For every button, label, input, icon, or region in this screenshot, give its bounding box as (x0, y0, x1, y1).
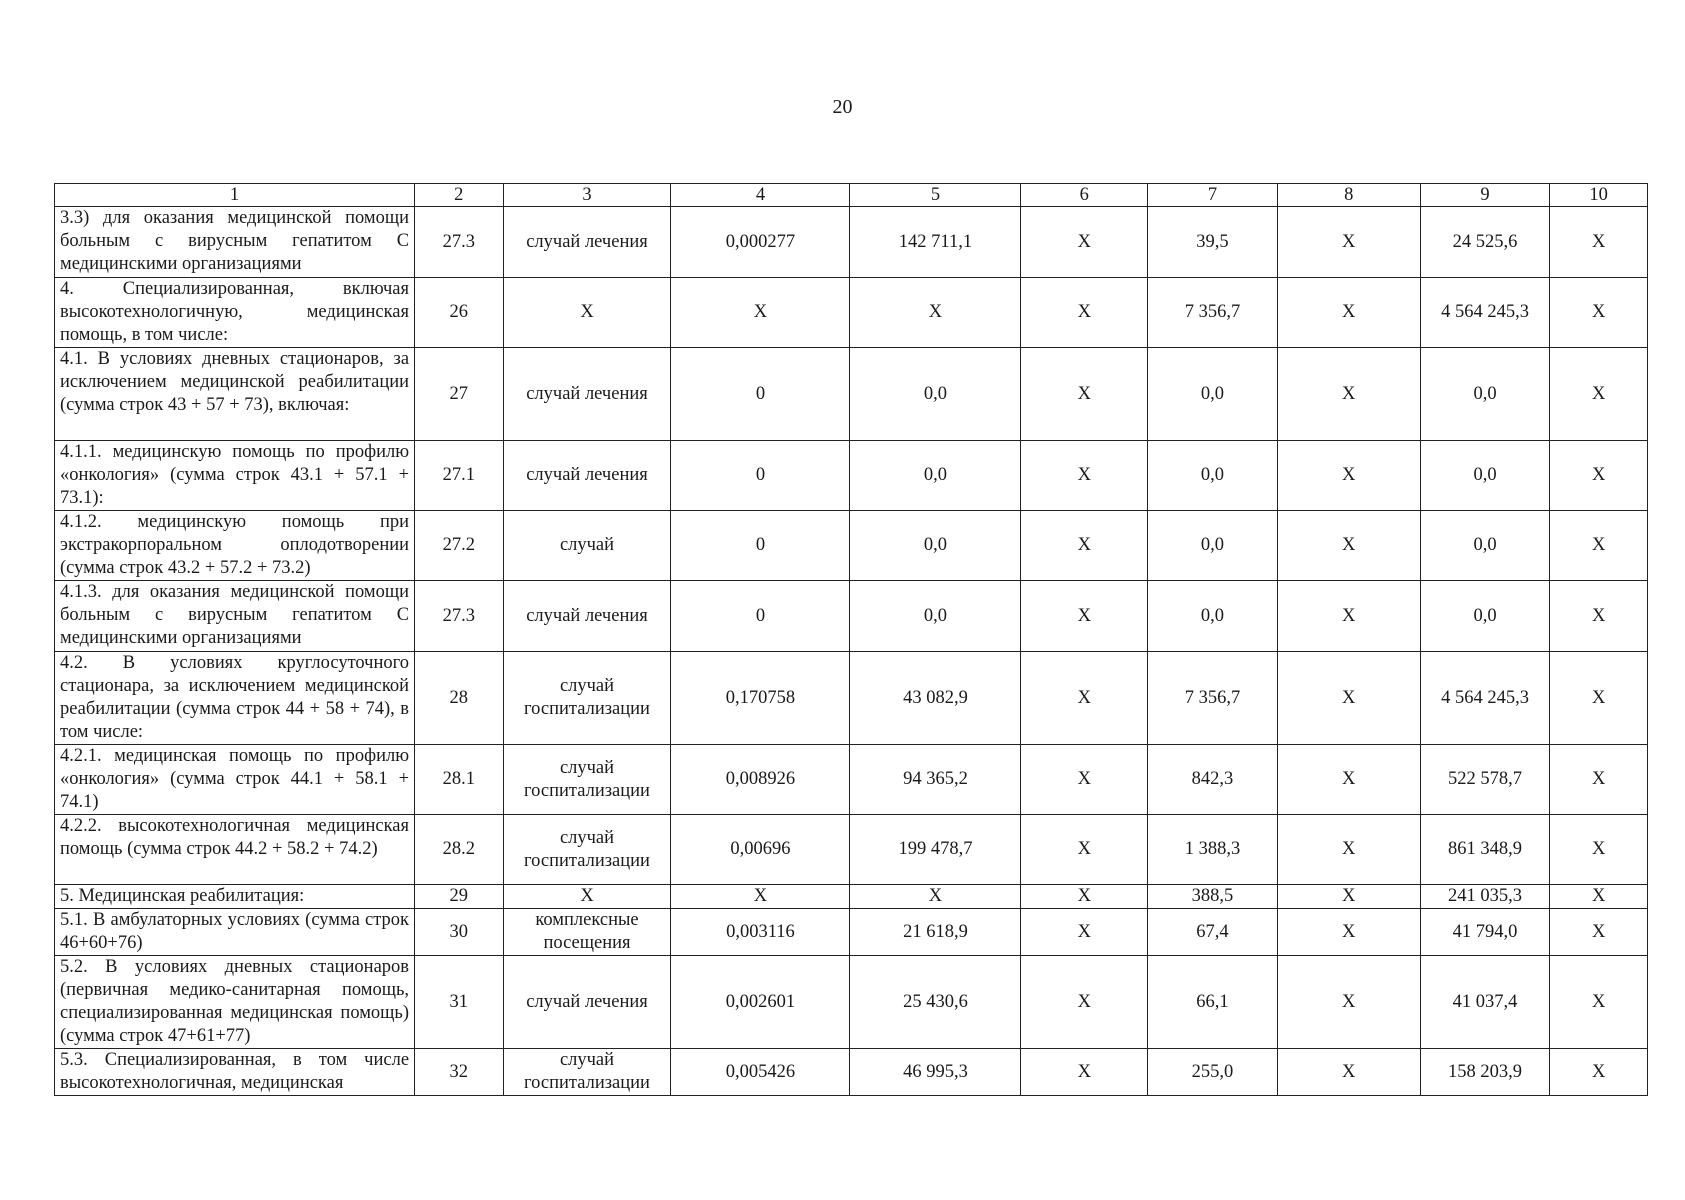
table-row (55, 885, 1648, 909)
table-cell: X (503, 278, 671, 348)
table-cell: 43 082,9 (850, 652, 1021, 745)
table-cell: случай госпитализации (503, 652, 671, 745)
row-indicator-name: 4.2.2. высокотехнологичная медицинская помощь (сумма строк 44.2 + 58.2 + 74.2) (55, 815, 415, 885)
table-row (55, 815, 1648, 885)
table-cell: X (1550, 956, 1648, 1049)
table-cell: 0,0 (1148, 581, 1278, 652)
row-indicator-name: 4.1.2. медицинскую помощь при экстракорпоральном оплодотворении (сумма строк 43.2 + 57.2 + 73.2) (55, 511, 415, 581)
table-cell: 0,0 (1420, 511, 1550, 581)
table-cell: 7 356,7 (1148, 652, 1278, 745)
table-cell: X (1277, 511, 1420, 581)
table-cell: 27.2 (415, 511, 504, 581)
table-cell: 24 525,6 (1420, 207, 1550, 278)
table-cell: X (1550, 207, 1648, 278)
table-cell: 26 (415, 278, 504, 348)
header-cell: 10 (1550, 184, 1648, 207)
table-cell: X (1550, 441, 1648, 511)
table-cell: X (1021, 278, 1148, 348)
column-number-row (55, 184, 1648, 207)
table-cell: X (1277, 909, 1420, 956)
table-row (55, 909, 1648, 956)
row-indicator-name: 4. Специализированная, включая высокотехнологичную, медицинская помощь, в том числе: (55, 278, 415, 348)
table-cell: 4 564 245,3 (1420, 278, 1550, 348)
table-row (55, 581, 1648, 652)
table-cell: X (1277, 885, 1420, 909)
row-indicator-name: 5.3. Специализированная, в том числе высокотехнологичная, медицинская (55, 1049, 415, 1096)
table-cell: X (1021, 441, 1148, 511)
table-cell: 0 (671, 581, 850, 652)
table-cell: X (1550, 581, 1648, 652)
table-cell: 0,0 (850, 581, 1021, 652)
table-cell: 27.1 (415, 441, 504, 511)
table-cell: случай госпитализации (503, 745, 671, 815)
table-cell: 25 430,6 (850, 956, 1021, 1049)
table-cell: 0,0 (850, 348, 1021, 441)
table-row (55, 441, 1648, 511)
table-cell: X (1550, 745, 1648, 815)
table-cell: X (1277, 207, 1420, 278)
header-cell: 2 (415, 184, 504, 207)
table-cell: X (1277, 441, 1420, 511)
row-indicator-name: 4.2.1. медицинская помощь по профилю «онкология» (сумма строк 44.1 + 58.1 + 74.1) (55, 745, 415, 815)
table-row (55, 745, 1648, 815)
table-cell: 28.1 (415, 745, 504, 815)
table-cell: 0,0 (1420, 441, 1550, 511)
row-indicator-name: 5.2. В условиях дневных стационаров (первичная медико-санитарная помощь, специализированная медицинская помощь) (сумма строк 47+61+77) (55, 956, 415, 1049)
table-cell: X (1550, 652, 1648, 745)
table-cell: случай лечения (503, 207, 671, 278)
table-cell: X (1550, 1049, 1648, 1096)
table-cell: 29 (415, 885, 504, 909)
table-cell: X (1550, 815, 1648, 885)
table-cell: 0 (671, 348, 850, 441)
table-cell: 31 (415, 956, 504, 1049)
table-cell: X (503, 885, 671, 909)
table-cell: X (1550, 885, 1648, 909)
table-cell: 28 (415, 652, 504, 745)
table-cell: 0,0 (850, 511, 1021, 581)
table-cell: 0,0 (1148, 511, 1278, 581)
header-cell: 9 (1420, 184, 1550, 207)
table-cell: X (671, 885, 850, 909)
table-row (55, 1049, 1648, 1096)
table-cell: 0,0 (1148, 441, 1278, 511)
table-cell: 32 (415, 1049, 504, 1096)
table-cell: 21 618,9 (850, 909, 1021, 956)
header-cell: 5 (850, 184, 1021, 207)
table-cell: случай лечения (503, 581, 671, 652)
header-cell: 3 (503, 184, 671, 207)
table-cell: случай (503, 511, 671, 581)
row-indicator-name: 3.3) для оказания медицинской помощи больным с вирусным гепатитом С медицинскими организациями (55, 207, 415, 278)
table-cell: 0,005426 (671, 1049, 850, 1096)
table-cell: 522 578,7 (1420, 745, 1550, 815)
table-cell: X (1021, 745, 1148, 815)
table-cell: 1 388,3 (1148, 815, 1278, 885)
header-cell: 8 (1277, 184, 1420, 207)
table-body (55, 184, 1648, 1096)
table-cell: 199 478,7 (850, 815, 1021, 885)
table-cell: X (1021, 885, 1148, 909)
table-cell: 7 356,7 (1148, 278, 1278, 348)
page-number: 20 (832, 96, 853, 118)
table-cell: X (1277, 745, 1420, 815)
table-cell: X (1277, 348, 1420, 441)
table-cell: 41 794,0 (1420, 909, 1550, 956)
data-table (54, 183, 1648, 1096)
table-cell: 94 365,2 (850, 745, 1021, 815)
table-cell: X (1277, 956, 1420, 1049)
table-cell: 388,5 (1148, 885, 1278, 909)
table-cell: X (1550, 909, 1648, 956)
table-cell: X (1277, 815, 1420, 885)
table-row (55, 956, 1648, 1049)
table-cell: 27.3 (415, 207, 504, 278)
table-cell: X (1277, 652, 1420, 745)
table-cell: X (1021, 1049, 1148, 1096)
table-cell: 158 203,9 (1420, 1049, 1550, 1096)
table-cell: 39,5 (1148, 207, 1278, 278)
table-cell: 0,170758 (671, 652, 850, 745)
table-cell: X (1277, 1049, 1420, 1096)
row-indicator-name: 4.1. В условиях дневных стационаров, за исключением медицинской реабилитации (сумма строк 43 + 57 + 73), включая: (55, 348, 415, 441)
row-indicator-name: 4.2. В условиях круглосуточного стационара, за исключением медицинской реабилитации (сумма строк 44 + 58 + 74), в том числе: (55, 652, 415, 745)
table-cell: комплексные посещения (503, 909, 671, 956)
table-cell: 0,0 (850, 441, 1021, 511)
table-cell: X (1021, 815, 1148, 885)
table-cell: X (1550, 278, 1648, 348)
table-cell: 27.3 (415, 581, 504, 652)
table-cell: 0,002601 (671, 956, 850, 1049)
table-cell: 142 711,1 (850, 207, 1021, 278)
table-cell: 0,00696 (671, 815, 850, 885)
table-cell: 241 035,3 (1420, 885, 1550, 909)
table-cell: X (850, 885, 1021, 909)
table-cell: X (1021, 956, 1148, 1049)
table-cell: X (671, 278, 850, 348)
table-cell: X (1021, 652, 1148, 745)
table-cell: X (1277, 581, 1420, 652)
table-cell: 861 348,9 (1420, 815, 1550, 885)
table-cell: 27 (415, 348, 504, 441)
table-row (55, 207, 1648, 278)
table-cell: случай лечения (503, 956, 671, 1049)
row-indicator-name: 4.1.3. для оказания медицинской помощи больным с вирусным гепатитом С медицинскими организациями (55, 581, 415, 652)
table-cell: 66,1 (1148, 956, 1278, 1049)
table-cell: 0 (671, 511, 850, 581)
row-indicator-name: 5. Медицинская реабилитация: (55, 885, 415, 909)
table-cell: случай лечения (503, 348, 671, 441)
table-cell: X (1550, 348, 1648, 441)
table-cell: X (1021, 581, 1148, 652)
table-cell: X (1277, 278, 1420, 348)
table-cell: 255,0 (1148, 1049, 1278, 1096)
table-row (55, 278, 1648, 348)
header-cell: 4 (671, 184, 850, 207)
table-cell: 4 564 245,3 (1420, 652, 1550, 745)
table-cell: 41 037,4 (1420, 956, 1550, 1049)
table-cell: случай госпитализации (503, 815, 671, 885)
header-cell: 1 (55, 184, 415, 207)
table-row (55, 348, 1648, 441)
table-cell: X (1021, 909, 1148, 956)
table-cell: 67,4 (1148, 909, 1278, 956)
table-cell: 30 (415, 909, 504, 956)
header-cell: 7 (1148, 184, 1278, 207)
table-cell: X (850, 278, 1021, 348)
table-cell: 0,0 (1420, 581, 1550, 652)
table-cell: X (1021, 511, 1148, 581)
table-cell: 0,003116 (671, 909, 850, 956)
row-indicator-name: 5.1. В амбулаторных условиях (сумма строк 46+60+76) (55, 909, 415, 956)
table-cell: случай лечения (503, 441, 671, 511)
table-cell: 842,3 (1148, 745, 1278, 815)
table-row (55, 511, 1648, 581)
table-cell: случай госпитализации (503, 1049, 671, 1096)
table-cell: 0,000277 (671, 207, 850, 278)
table-cell: X (1021, 207, 1148, 278)
table-row (55, 652, 1648, 745)
row-indicator-name: 4.1.1. медицинскую помощь по профилю «онкология» (сумма строк 43.1 + 57.1 + 73.1): (55, 441, 415, 511)
table-cell: 46 995,3 (850, 1049, 1021, 1096)
table-cell: 0 (671, 441, 850, 511)
table-cell: X (1021, 348, 1148, 441)
header-cell: 6 (1021, 184, 1148, 207)
table-cell: 0,008926 (671, 745, 850, 815)
table-cell: 0,0 (1148, 348, 1278, 441)
table-cell: 28.2 (415, 815, 504, 885)
table-cell: 0,0 (1420, 348, 1550, 441)
table-cell: X (1550, 511, 1648, 581)
